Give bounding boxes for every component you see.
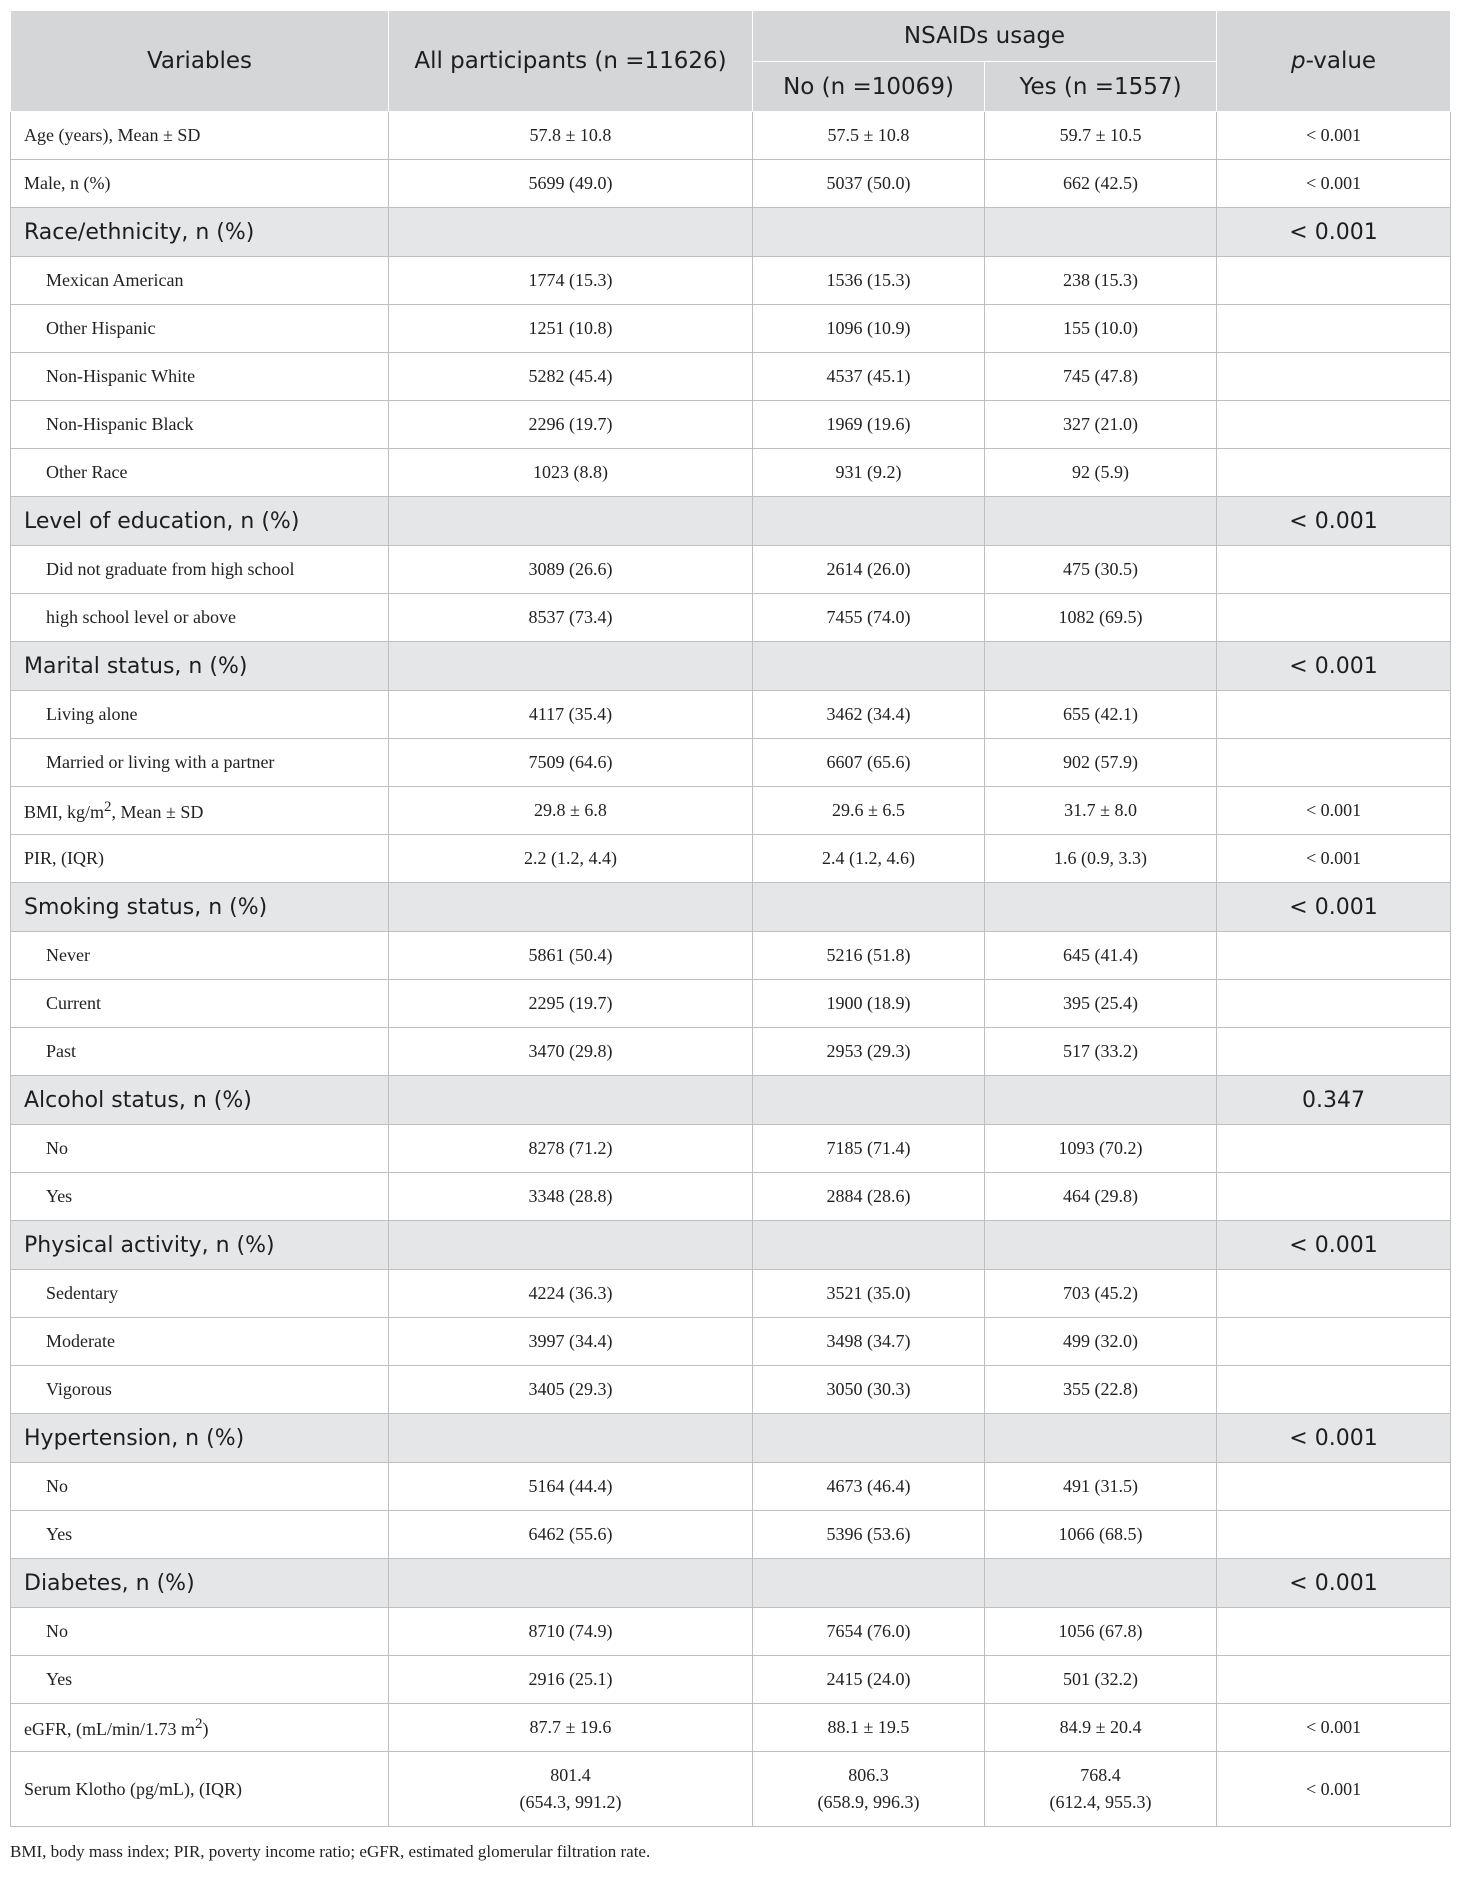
cell-no: 3462 (34.4): [753, 691, 985, 739]
cell-empty: [1217, 1511, 1451, 1559]
header-p-rest: -value: [1305, 48, 1377, 74]
cell-empty: [985, 883, 1217, 932]
cell-no: 2614 (26.0): [753, 546, 985, 594]
row-label: Did not graduate from high school: [11, 546, 389, 594]
group-label: Race/ethnicity, n (%): [11, 208, 389, 257]
table-row: [11, 257, 1451, 305]
row-label: Never: [11, 932, 389, 980]
cell-p: 0.347: [1217, 1076, 1451, 1125]
table-row: [11, 160, 1451, 208]
table-row: [11, 112, 1451, 160]
row-label-text: , Mean ± SD: [111, 801, 204, 822]
cell-p: < 0.001: [1217, 112, 1451, 160]
cell-yes: 655 (42.1): [985, 691, 1217, 739]
table-row: [11, 1173, 1451, 1221]
cell-p: < 0.001: [1217, 1414, 1451, 1463]
cell-empty: [1217, 257, 1451, 305]
cell-no: 5037 (50.0): [753, 160, 985, 208]
table-row: [11, 1318, 1451, 1366]
cell-yes: 703 (45.2): [985, 1270, 1217, 1318]
cell-p: < 0.001: [1217, 1221, 1451, 1270]
cell-no: 3050 (30.3): [753, 1366, 985, 1414]
row-label: Vigorous: [11, 1366, 389, 1414]
table-row: [11, 1270, 1451, 1318]
cell-iqr: (654.3, 991.2): [519, 1792, 622, 1812]
group-label: Physical activity, n (%): [11, 1221, 389, 1270]
table-row: [11, 546, 1451, 594]
cell-all: 6462 (55.6): [389, 1511, 753, 1559]
row-label-text: eGFR, (mL/min/1.73 m: [24, 1718, 195, 1739]
row-label: Non-Hispanic Black: [11, 401, 389, 449]
cell-empty: [985, 1076, 1217, 1125]
cell-empty: [985, 1414, 1217, 1463]
table-row: [11, 401, 1451, 449]
table-row: [11, 1608, 1451, 1656]
cell-empty: [985, 1559, 1217, 1608]
cell-empty: [1217, 401, 1451, 449]
cell-no: 1096 (10.9): [753, 305, 985, 353]
cell-empty: [389, 497, 753, 546]
row-label: Past: [11, 1028, 389, 1076]
header-all-participants: All participants (n =11626): [389, 11, 753, 112]
cell-empty: [389, 642, 753, 691]
cell-empty: [985, 497, 1217, 546]
table-row: [11, 353, 1451, 401]
cell-empty: [1217, 546, 1451, 594]
cell-all: 87.7 ± 19.6: [389, 1704, 753, 1752]
cell-no: 2953 (29.3): [753, 1028, 985, 1076]
cell-empty: [389, 1559, 753, 1608]
cell-empty: [389, 1221, 753, 1270]
cell-no: 1536 (15.3): [753, 257, 985, 305]
cell-empty: [985, 1221, 1217, 1270]
cell-no: 2884 (28.6): [753, 1173, 985, 1221]
cell-yes: 475 (30.5): [985, 546, 1217, 594]
cell-all: 29.8 ± 6.8: [389, 787, 753, 835]
cell-all: 2916 (25.1): [389, 1656, 753, 1704]
cell-all: 5861 (50.4): [389, 932, 753, 980]
cell-all: 4224 (36.3): [389, 1270, 753, 1318]
cell-no: 4673 (46.4): [753, 1463, 985, 1511]
cell-yes: 902 (57.9): [985, 739, 1217, 787]
group-row: [11, 642, 1451, 691]
cell-yes: 1093 (70.2): [985, 1125, 1217, 1173]
cell-empty: [1217, 1463, 1451, 1511]
row-label: PIR, (IQR): [11, 835, 389, 883]
group-label: Alcohol status, n (%): [11, 1076, 389, 1125]
row-label: Moderate: [11, 1318, 389, 1366]
cell-yes: 31.7 ± 8.0: [985, 787, 1217, 835]
cell-all: 3470 (29.8): [389, 1028, 753, 1076]
cell-no: 3521 (35.0): [753, 1270, 985, 1318]
baseline-characteristics-table: [10, 10, 1451, 1827]
group-row: [11, 497, 1451, 546]
row-label: Yes: [11, 1511, 389, 1559]
row-label: Mexican American: [11, 257, 389, 305]
row-label: Non-Hispanic White: [11, 353, 389, 401]
cell-no: 7654 (76.0): [753, 1608, 985, 1656]
cell-all: 8278 (71.2): [389, 1125, 753, 1173]
cell-no: 29.6 ± 6.5: [753, 787, 985, 835]
cell-empty: [389, 1076, 753, 1125]
cell-yes: 355 (22.8): [985, 1366, 1217, 1414]
row-label: Yes: [11, 1656, 389, 1704]
cell-empty: [1217, 1366, 1451, 1414]
group-row: [11, 1221, 1451, 1270]
table-row: [11, 1125, 1451, 1173]
cell-empty: [753, 208, 985, 257]
table-row: [11, 1511, 1451, 1559]
cell-yes: 238 (15.3): [985, 257, 1217, 305]
cell-no: 7455 (74.0): [753, 594, 985, 642]
row-label: Serum Klotho (pg/mL), (IQR): [11, 1752, 389, 1827]
group-label: Diabetes, n (%): [11, 1559, 389, 1608]
row-label: [11, 1704, 389, 1752]
table-row: [11, 739, 1451, 787]
cell-p: < 0.001: [1217, 642, 1451, 691]
cell-yes: 662 (42.5): [985, 160, 1217, 208]
cell-p: < 0.001: [1217, 1752, 1451, 1827]
cell-no: 57.5 ± 10.8: [753, 112, 985, 160]
header-nsaids-no: No (n =10069): [753, 62, 985, 112]
cell-empty: [1217, 305, 1451, 353]
row-label: No: [11, 1125, 389, 1173]
cell-all: 4117 (35.4): [389, 691, 753, 739]
group-row: [11, 208, 1451, 257]
cell-all: 3405 (29.3): [389, 1366, 753, 1414]
cell-empty: [389, 1414, 753, 1463]
cell-no: 1969 (19.6): [753, 401, 985, 449]
row-label: high school level or above: [11, 594, 389, 642]
cell-empty: [1217, 353, 1451, 401]
cell-empty: [1217, 1608, 1451, 1656]
cell-all: 7509 (64.6): [389, 739, 753, 787]
cell-empty: [753, 883, 985, 932]
row-label: Age (years), Mean ± SD: [11, 112, 389, 160]
group-row: [11, 1076, 1451, 1125]
table-row: [11, 1463, 1451, 1511]
table-row: [11, 449, 1451, 497]
cell-p: < 0.001: [1217, 160, 1451, 208]
cell-empty: [753, 642, 985, 691]
cell-yes: 464 (29.8): [985, 1173, 1217, 1221]
cell-no: 5216 (51.8): [753, 932, 985, 980]
group-label: Level of education, n (%): [11, 497, 389, 546]
cell-all: 5282 (45.4): [389, 353, 753, 401]
cell-no: 88.1 ± 19.5: [753, 1704, 985, 1752]
table-row: [11, 1656, 1451, 1704]
row-label: Other Hispanic: [11, 305, 389, 353]
cell-yes: 1056 (67.8): [985, 1608, 1217, 1656]
cell-empty: [753, 1076, 985, 1125]
cell-yes: 1.6 (0.9, 3.3): [985, 835, 1217, 883]
cell-no: 4537 (45.1): [753, 353, 985, 401]
row-label-text: ): [202, 1718, 209, 1739]
row-label: Male, n (%): [11, 160, 389, 208]
cell-empty: [389, 208, 753, 257]
cell-empty: [985, 208, 1217, 257]
cell-yes: 1066 (68.5): [985, 1511, 1217, 1559]
cell-all: 2296 (19.7): [389, 401, 753, 449]
superscript: 2: [104, 798, 112, 815]
group-label: Smoking status, n (%): [11, 883, 389, 932]
cell-p: < 0.001: [1217, 787, 1451, 835]
table-row: [11, 787, 1451, 835]
cell-empty: [985, 642, 1217, 691]
cell-all: 8537 (73.4): [389, 594, 753, 642]
cell-yes: 491 (31.5): [985, 1463, 1217, 1511]
cell-no: 3498 (34.7): [753, 1318, 985, 1366]
cell-no: 6607 (65.6): [753, 739, 985, 787]
cell-all: 57.8 ± 10.8: [389, 112, 753, 160]
cell-yes: 745 (47.8): [985, 353, 1217, 401]
table-row: [11, 594, 1451, 642]
cell-yes: 501 (32.2): [985, 1656, 1217, 1704]
superscript: 2: [195, 1715, 203, 1732]
row-label: Married or living with a partner: [11, 739, 389, 787]
cell-empty: [1217, 1173, 1451, 1221]
cell-p: < 0.001: [1217, 835, 1451, 883]
table-row: [11, 1752, 1451, 1827]
row-label-text: BMI, kg/m: [24, 801, 105, 822]
table-row: [11, 1704, 1451, 1752]
cell-yes: 327 (21.0): [985, 401, 1217, 449]
cell-empty: [1217, 1656, 1451, 1704]
cell-empty: [1217, 980, 1451, 1028]
row-label: Yes: [11, 1173, 389, 1221]
cell-all: 1774 (15.3): [389, 257, 753, 305]
cell-all: 2295 (19.7): [389, 980, 753, 1028]
table-row: [11, 1028, 1451, 1076]
cell-no: 931 (9.2): [753, 449, 985, 497]
cell-p: < 0.001: [1217, 497, 1451, 546]
group-row: [11, 1414, 1451, 1463]
cell-yes: 645 (41.4): [985, 932, 1217, 980]
cell-median: 801.4: [550, 1765, 591, 1785]
cell-yes: 517 (33.2): [985, 1028, 1217, 1076]
header-p-italic: p: [1290, 48, 1306, 74]
table-row: [11, 691, 1451, 739]
cell-all: 5699 (49.0): [389, 160, 753, 208]
row-label: No: [11, 1463, 389, 1511]
cell-median: 768.4: [1080, 1765, 1121, 1785]
cell-yes: 155 (10.0): [985, 305, 1217, 353]
cell-iqr: (658.9, 996.3): [817, 1792, 920, 1812]
cell-yes: 59.7 ± 10.5: [985, 112, 1217, 160]
table-row: [11, 305, 1451, 353]
cell-empty: [1217, 932, 1451, 980]
cell-empty: [1217, 1028, 1451, 1076]
cell-no: [753, 1752, 985, 1827]
table-header: [11, 11, 1451, 112]
row-label: Current: [11, 980, 389, 1028]
group-row: [11, 1559, 1451, 1608]
cell-p: < 0.001: [1217, 883, 1451, 932]
cell-no: 2415 (24.0): [753, 1656, 985, 1704]
cell-empty: [1217, 1270, 1451, 1318]
cell-empty: [753, 1221, 985, 1270]
cell-no: 2.4 (1.2, 4.6): [753, 835, 985, 883]
cell-empty: [1217, 691, 1451, 739]
cell-empty: [1217, 1318, 1451, 1366]
cell-iqr: (612.4, 955.3): [1049, 1792, 1152, 1812]
cell-empty: [1217, 449, 1451, 497]
cell-p: < 0.001: [1217, 208, 1451, 257]
cell-all: [389, 1752, 753, 1827]
header-nsaids-usage: NSAIDs usage: [753, 11, 1217, 62]
cell-p: < 0.001: [1217, 1559, 1451, 1608]
group-label: Marital status, n (%): [11, 642, 389, 691]
row-label: Living alone: [11, 691, 389, 739]
header-variables: Variables: [11, 11, 389, 112]
group-label: Hypertension, n (%): [11, 1414, 389, 1463]
cell-p: < 0.001: [1217, 1704, 1451, 1752]
row-label: No: [11, 1608, 389, 1656]
table-row: [11, 835, 1451, 883]
table-row: [11, 980, 1451, 1028]
table-row: [11, 1366, 1451, 1414]
baseline-characteristics-table-container: [10, 10, 1450, 1827]
cell-empty: [753, 1414, 985, 1463]
cell-yes: 499 (32.0): [985, 1318, 1217, 1366]
cell-empty: [1217, 739, 1451, 787]
cell-all: 8710 (74.9): [389, 1608, 753, 1656]
cell-all: 2.2 (1.2, 4.4): [389, 835, 753, 883]
cell-all: 1251 (10.8): [389, 305, 753, 353]
cell-empty: [389, 883, 753, 932]
cell-median: 806.3: [848, 1765, 889, 1785]
cell-all: 1023 (8.8): [389, 449, 753, 497]
cell-yes: [985, 1752, 1217, 1827]
cell-no: 5396 (53.6): [753, 1511, 985, 1559]
cell-yes: 1082 (69.5): [985, 594, 1217, 642]
cell-all: 5164 (44.4): [389, 1463, 753, 1511]
table-row: [11, 932, 1451, 980]
row-label: Sedentary: [11, 1270, 389, 1318]
cell-empty: [1217, 594, 1451, 642]
cell-empty: [1217, 1125, 1451, 1173]
row-label: Other Race: [11, 449, 389, 497]
row-label: [11, 787, 389, 835]
cell-all: 3997 (34.4): [389, 1318, 753, 1366]
cell-yes: 92 (5.9): [985, 449, 1217, 497]
cell-all: 3348 (28.8): [389, 1173, 753, 1221]
cell-no: 7185 (71.4): [753, 1125, 985, 1173]
table-footnote: BMI, body mass index; PIR, poverty income ratio; eGFR, estimated glomerular filtration rate.: [10, 1842, 651, 1861]
cell-yes: 395 (25.4): [985, 980, 1217, 1028]
group-row: [11, 883, 1451, 932]
cell-all: 3089 (26.6): [389, 546, 753, 594]
cell-no: 1900 (18.9): [753, 980, 985, 1028]
header-nsaids-yes: Yes (n =1557): [985, 62, 1217, 112]
cell-empty: [753, 1559, 985, 1608]
header-p-value: [1217, 11, 1451, 112]
cell-empty: [753, 497, 985, 546]
cell-yes: 84.9 ± 20.4: [985, 1704, 1217, 1752]
